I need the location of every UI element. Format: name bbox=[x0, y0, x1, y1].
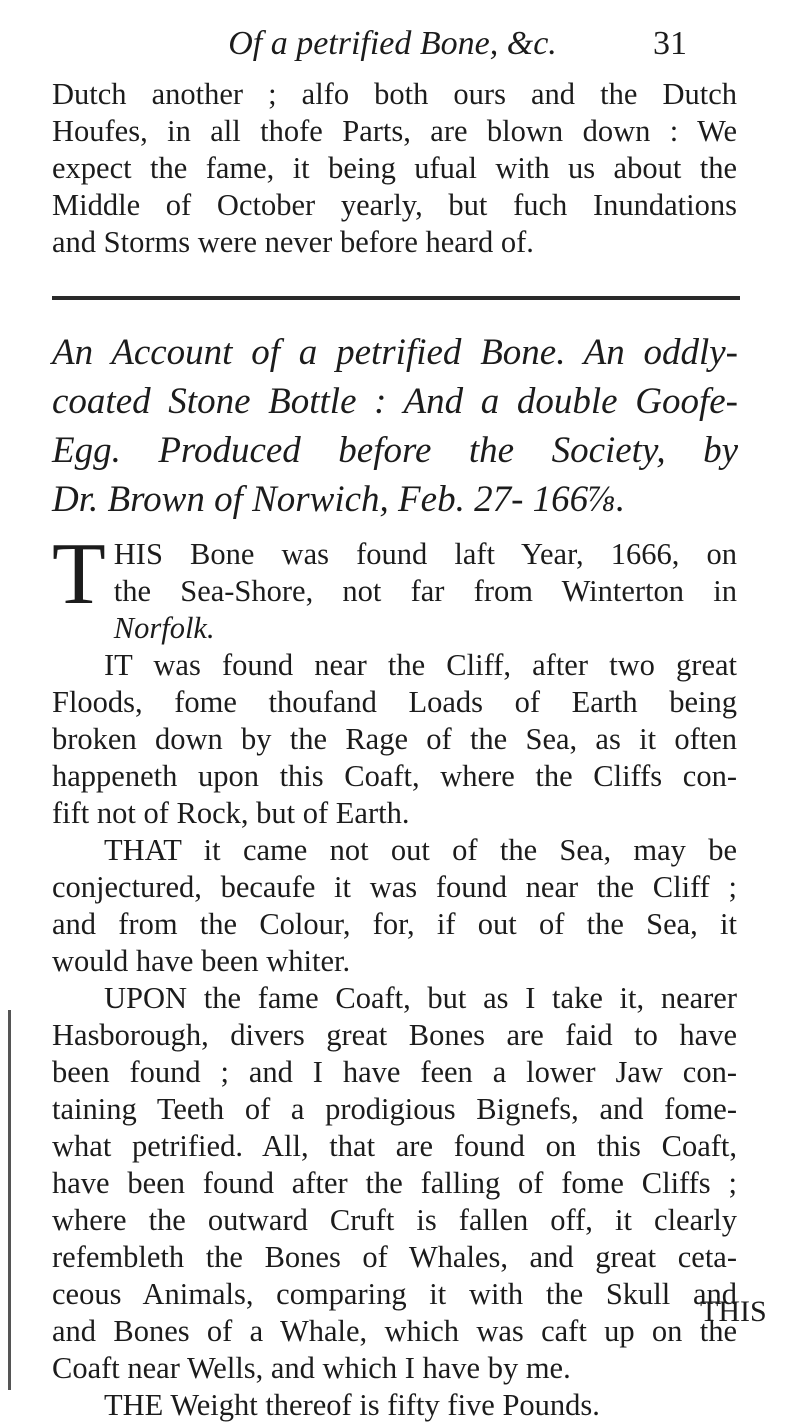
text-line: would have been whiter. bbox=[52, 944, 351, 978]
text-line: been found ; and I have feen a lower Jaw con- bbox=[52, 1055, 737, 1089]
text-line: Coaft near Wells, and which I have by me. bbox=[52, 1351, 571, 1385]
running-head bbox=[120, 22, 687, 66]
text-line: broken down by the Rage of the Sea, as it often bbox=[52, 722, 737, 756]
title-line: Egg. Produced before the Society, by bbox=[52, 430, 738, 471]
text-line: HIS Bone was found laft Year, 1666, on bbox=[113, 537, 737, 571]
text-line: where the outward Cruft is fallen off, it clearly bbox=[52, 1203, 737, 1237]
page-number: 31 bbox=[653, 25, 687, 62]
running-head-title: Of a petrified Bone, &c. bbox=[228, 25, 557, 62]
text-line: and Bones of a Whale, which was caft up on the bbox=[52, 1314, 737, 1348]
title-line: Dr. Brown of Norwich, Feb. 27- 166⅞. bbox=[52, 479, 626, 520]
text-line: Hasborough, divers great Bones are faid to have bbox=[52, 1018, 737, 1052]
text-line: ceous Animals, comparing it with the Skull and bbox=[52, 1277, 737, 1311]
article-body bbox=[52, 526, 737, 1424]
text-line: Middle of October yearly, but fuch Inundations bbox=[52, 188, 737, 222]
text-line: Floods, fome thoufand Loads of Earth being bbox=[52, 685, 737, 719]
text-line: UPON the fame Coaft, but as I take it, nearer bbox=[104, 981, 737, 1015]
text-line: conjectured, becaufe it was found near the Cliff ; bbox=[52, 870, 737, 904]
text-line: happeneth upon this Coaft, where the Cliffs con- bbox=[52, 759, 737, 793]
text-line: and from the Colour, for, if out of the Sea, it bbox=[52, 907, 737, 941]
text-line: expect the fame, it being ufual with us about the bbox=[52, 151, 737, 185]
text-line: and Storms were never before heard of. bbox=[52, 225, 534, 259]
text-line: THAT it came not out of the Sea, may be bbox=[104, 833, 737, 867]
text-line: Norfolk. bbox=[113, 611, 215, 645]
text-line: THE Weight thereof is fifty five Pounds. bbox=[104, 1388, 600, 1422]
text-line: Houfes, in all thofe Parts, are blown down : We bbox=[52, 114, 737, 148]
text-line: what petrified. All, that are found on this Coaft, bbox=[52, 1129, 737, 1163]
section-divider-rule bbox=[52, 296, 740, 300]
title-line: An Account of a petrified Bone. An oddly- bbox=[52, 332, 738, 373]
text-line: refembleth the Bones of Whales, and great ceta- bbox=[52, 1240, 737, 1274]
article-title bbox=[52, 328, 738, 524]
text-line: have been found after the falling of fome Cliffs ; bbox=[52, 1166, 737, 1200]
opening-paragraph bbox=[52, 76, 737, 261]
text-line: the Sea-Shore, not far from Winterton in bbox=[113, 574, 737, 608]
title-line: coated Stone Bottle : And a double Goofe- bbox=[52, 381, 738, 422]
text-line: fift not of Rock, but of Earth. bbox=[52, 796, 410, 830]
drop-cap: T bbox=[52, 526, 106, 623]
text-line: Dutch another ; alfo both ours and the Dutch bbox=[52, 77, 737, 111]
page-edge-shadow bbox=[8, 1010, 11, 1390]
catchword: THIS bbox=[700, 1295, 767, 1328]
text-line: IT was found near the Cliff, after two great bbox=[104, 648, 737, 682]
text-line: taining Teeth of a prodigious Bignefs, and fome- bbox=[52, 1092, 737, 1126]
